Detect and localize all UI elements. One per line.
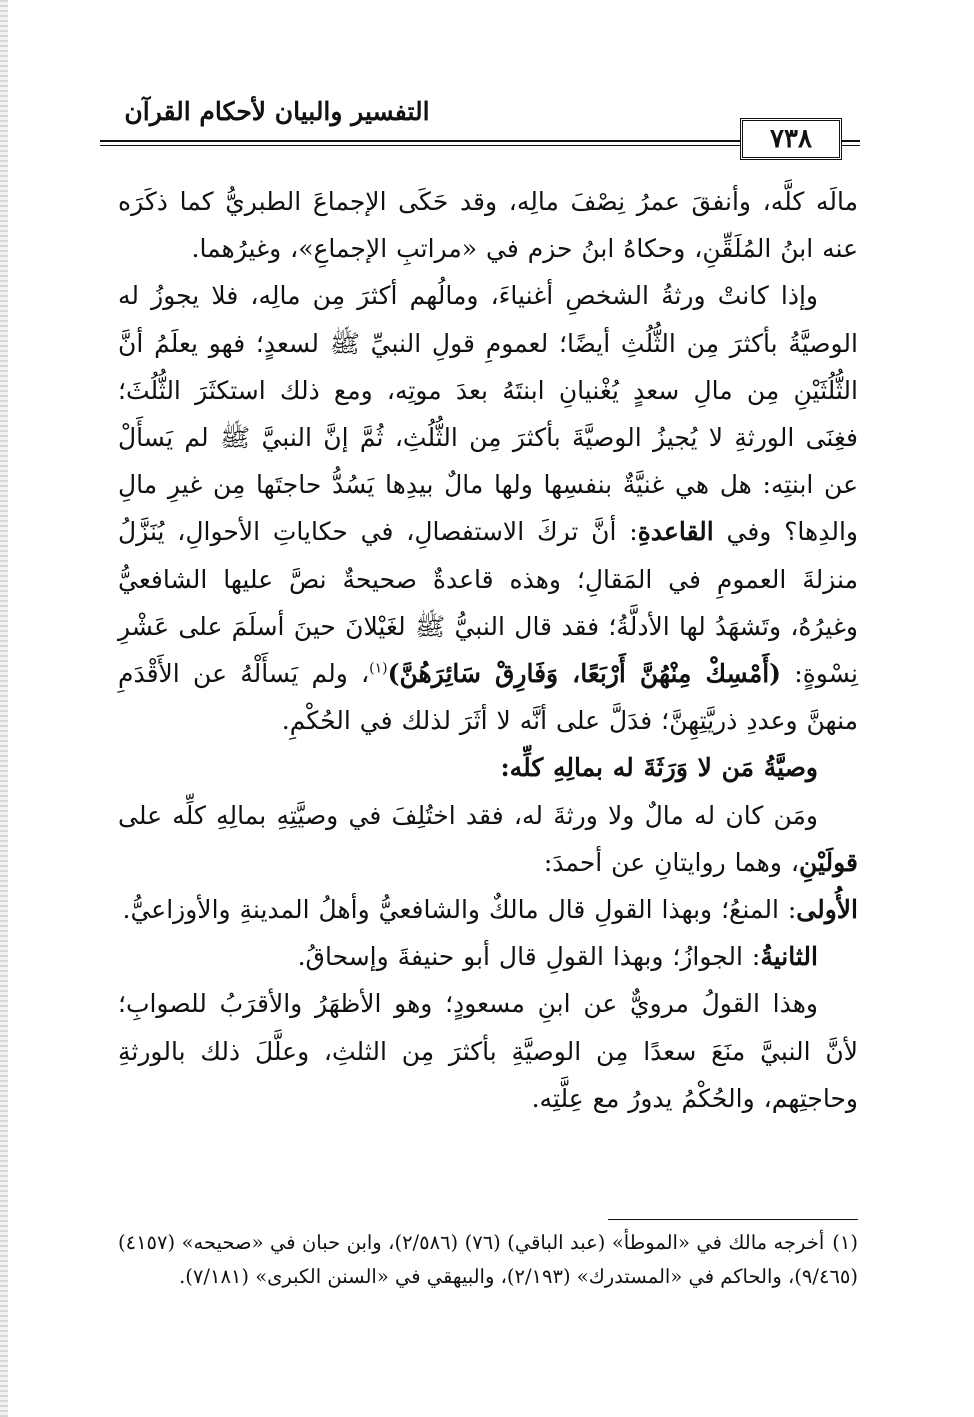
opinion-second-label: الثانيةُ [760, 942, 818, 972]
footnote-1-marker: (١) [832, 1231, 858, 1254]
paragraph-1-text: مالَه كلَّه، وأنفقَ عمرُ نِصْفَ مالِه، وقد حَكَى الإجماعَ الطبريُّ كما ذكَرَه عنه ابنُ المُلَقِّنِ، وحكاهُ ابنُ حزم في «مراتبِ الإجماعِ»، وغيرُهما. [118, 187, 858, 264]
scan-edge [0, 0, 8, 1417]
paragraph-2 [118, 272, 858, 744]
footnote-ref-1[interactable]: (١) [369, 660, 388, 677]
hadith-quote: (أَمْسِكْ مِنْهُنَّ أَرْبَعًا، وَفَارِقْ سَائِرَهُنَّ) [387, 659, 781, 689]
opinion-second-text: : الجوازُ؛ وبهذا القولِ قال أبو حنيفةَ وإسحاقُ. [297, 942, 761, 972]
book-title: التفسير والبيان لأحكام القرآن [124, 97, 430, 126]
paragraph-1 [118, 178, 858, 272]
opinion-first [118, 886, 858, 933]
footnotes [118, 1226, 858, 1294]
paragraph-3-text-a: ومَن كان له مالٌ ولا ورثةَ له، فقد اختُلِفَ في وصيَّتِهِ بمالِهِ كلِّه على [118, 800, 818, 830]
paragraph-conclusion: وهذا القولُ مرويٌّ عن ابنِ مسعودٍ؛ وهو الأظهَرُ والأقرَبُ للصوابِ؛ لأنَّ النبيَّ منَعَ سعدًا مِن الوصيَّةِ بأكثرَ مِن الثلثِ، وعلَّلَ ذلك بالورثةِ وحاجتِهم، والحُكْمُ يدورُ مع عِلَّتِه. [118, 989, 858, 1113]
footnote-rule [608, 1219, 858, 1220]
paragraph-2-text-a: وإذا كانتْ ورثةُ الشخصِ أغنياءَ، ومالُهم أكثرَ مِن مالِه، فلا يجوزُ له الوصيَّةُ بأكثرَ مِن الثُّلُثِ أيضًا؛ لعمومِ قولِ النبيِّ ﷺ لسعدٍ؛ فهو يعلَمُ أنَّ الثُّلُثَيْنِ مِن مالِ سعدٍ يُغْنيانِ ابنتَهُ بعدَ موتِه، ومع ذلك استكثَرَ الثُّلُثَ؛ فغِنَى الورثةِ لا يُجيزُ الوصيَّةَ بأكثرَ مِن الثُّلُثِ، ثُمَّ إنَّ النبيَّ ﷺ لم يَسأَلْ عن ابنتِه: هل هي غنيَّةٌ بنفسِها ولها مالٌ بيدِها يَسُدُّ حاجتَها مِن غيرِ مالِ والدِها؟ وفي [118, 281, 858, 547]
paragraph-3 [118, 792, 858, 886]
rule-term: القاعدةِ [637, 517, 714, 547]
two-opinions-term: قولَيْنِ [798, 847, 858, 877]
section-heading: وصيَّةُ مَن لا وَرَثَةَ له بمالِهِ كلِّه: [500, 753, 818, 783]
footnote-1-text: أخرجه مالك في «الموطأ» (عبد الباقي) (٧٦) (٢/٥٨٦)، وابن حبان في «صحيحه» (٤١٥٧) (٩/٤٦٥)، والحاكم في «المستدرك» (٢/١٩٣)، والبيهقي في «السنن الكبرى» (٧/١٨١). [118, 1231, 858, 1288]
paragraph-2-text-b: : أنَّ تركَ الاستفصالِ، في حكاياتِ الأحوالِ، يُنَزَّلُ منزلةَ العمومِ في المَقالِ؛ وهذه قاعدةٌ صحيحةٌ نصَّ عليها الشافعيُّ وغيرُهُ، وتَشهَدُ لها الأدلَّةُ؛ فقد قال النبيُّ ﷺ لغَيْلانَ حينَ أسلَمَ على عَشْرِ نِسْوةٍ: [118, 517, 858, 689]
page-header [100, 90, 860, 156]
opinion-first-text: : المنعُ؛ وبهذا القولِ قال مالكٌ والشافعيُّ وأهلُ المدينةِ والأوزاعيُّ. [122, 895, 797, 925]
opinion-second [118, 933, 858, 980]
page-number: ٧٣٨ [740, 118, 842, 160]
opinion-first-label: الأُولى [796, 895, 858, 925]
paragraph-3-text-b: ، وهما روايتانِ عن أحمدَ: [543, 847, 799, 877]
main-text [118, 178, 858, 1122]
paragraph-2-text-c: ، ولم يَسأَلْهُ عن الأَقْدَمِ منهنَّ وعددِ ذريَّتِهِنَّ؛ فدَلَّ على أنَّه لا أثَرَ لذلك في الحُكْمِ. [118, 659, 858, 736]
